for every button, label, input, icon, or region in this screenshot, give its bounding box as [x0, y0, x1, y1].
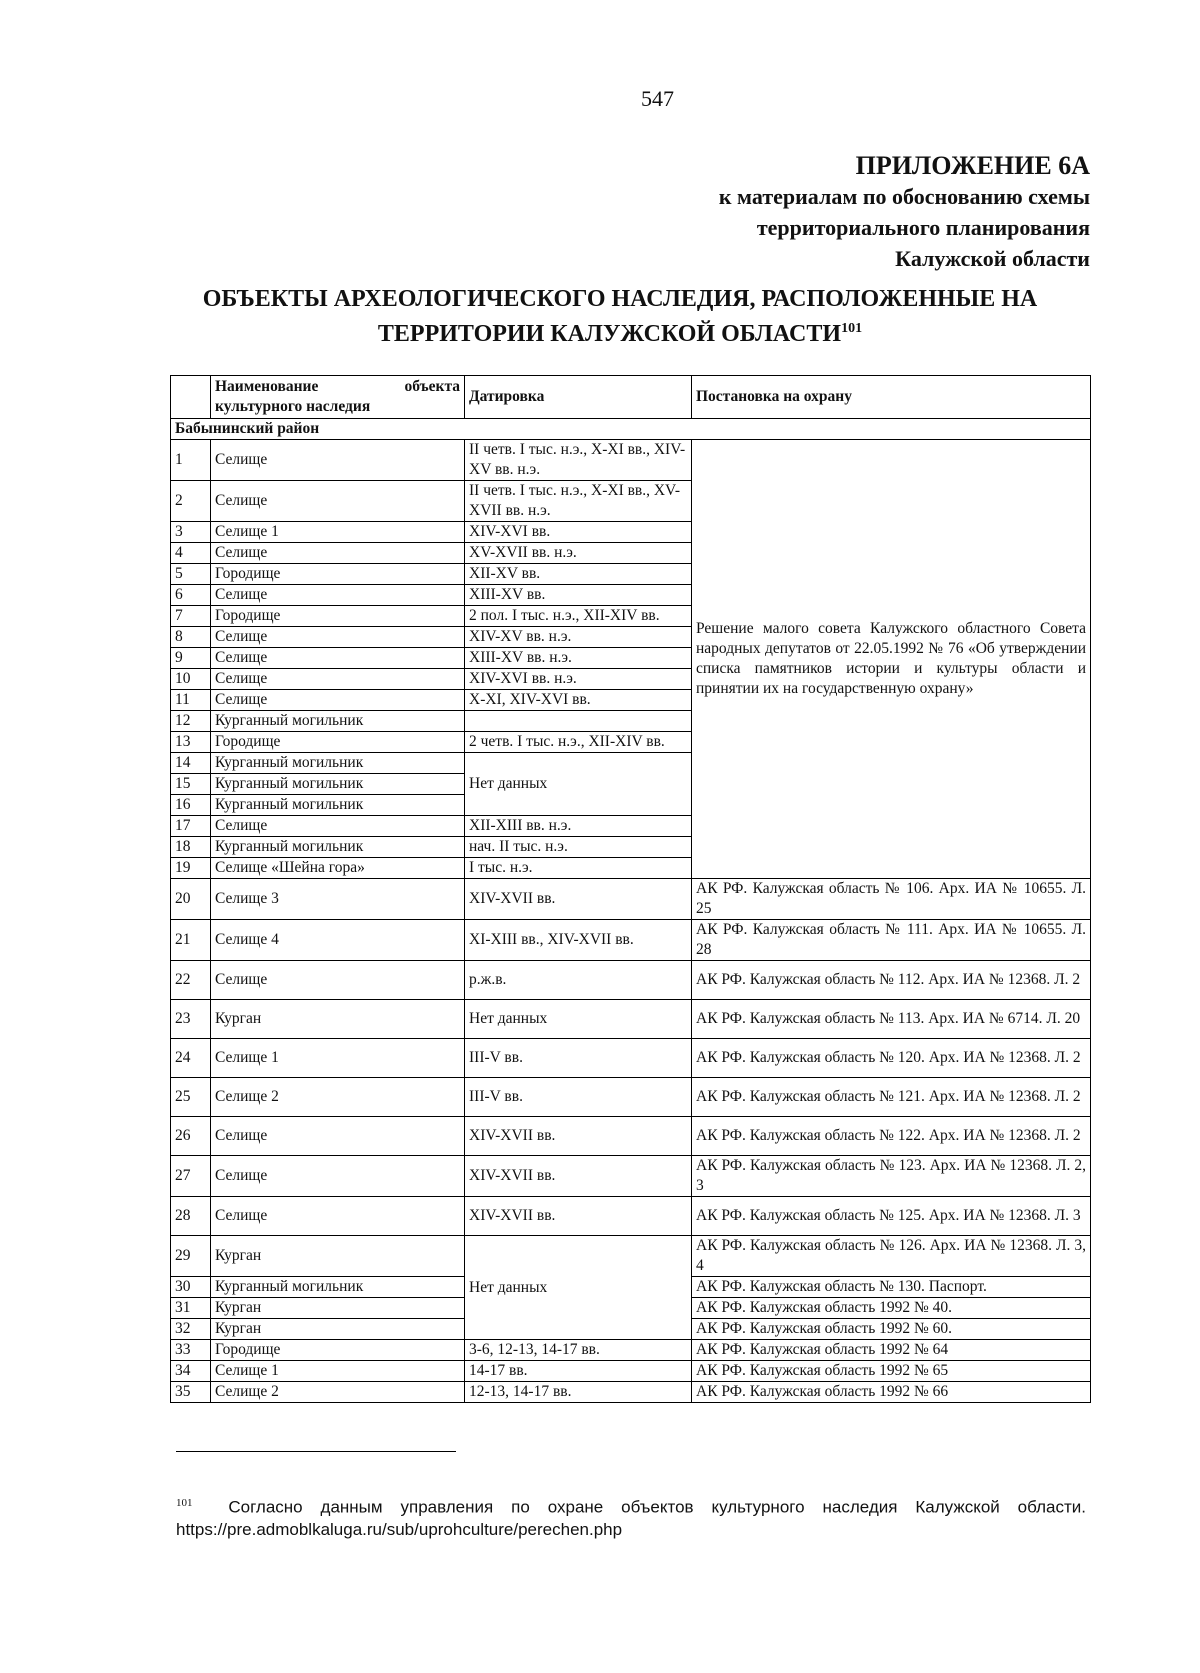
row-number: 5 [171, 564, 211, 585]
dating: 2 пол. I тыс. н.э., XII-XIV вв. [465, 606, 692, 627]
row-number: 21 [171, 920, 211, 961]
table-header-row [171, 376, 1091, 419]
dating: XII-XIII вв. н.э. [465, 816, 692, 837]
title-text: ТЕРРИТОРИИ КАЛУЖСКОЙ ОБЛАСТИ [377, 321, 842, 347]
row-number: 8 [171, 627, 211, 648]
protection-decision: Решение малого совета Калужского областного Совета народных депутатов от 22.05.1992 № 76 «Об утверждении списка памятников истории и культуры области и принятии их на государственную охрану» [692, 440, 1091, 879]
dating: XV-XVII вв. н.э. [465, 543, 692, 564]
dating: 3-6, 12-13, 14-17 вв. [465, 1340, 692, 1361]
dating: XIV-XV вв. н.э. [465, 627, 692, 648]
row-number: 25 [171, 1078, 211, 1117]
object-name: Селище 1 [211, 1361, 465, 1382]
row-number: 33 [171, 1340, 211, 1361]
row-number: 34 [171, 1361, 211, 1382]
row-number: 23 [171, 1000, 211, 1039]
object-name: Курганный могильник [211, 711, 465, 732]
row-number: 4 [171, 543, 211, 564]
dating: Нет данных [465, 1236, 692, 1340]
table-row [171, 1236, 1091, 1277]
object-name: Городище [211, 606, 465, 627]
protection-record: АК РФ. Калужская область № 112. Арх. ИА № 12368. Л. 2 [692, 961, 1091, 1000]
protection-record: АК РФ. Калужская область 1992 № 66 [692, 1382, 1091, 1403]
object-name: Селище [211, 627, 465, 648]
row-number: 15 [171, 774, 211, 795]
object-name: Курганный могильник [211, 753, 465, 774]
object-name: Селище [211, 543, 465, 564]
row-number: 18 [171, 837, 211, 858]
row-number: 32 [171, 1319, 211, 1340]
object-name: Селище [211, 690, 465, 711]
object-name: Селище 2 [211, 1382, 465, 1403]
table-row [171, 1078, 1091, 1117]
dating: II четв. I тыс. н.э., X-XI вв., XIV-XV вв. н.э. [465, 440, 692, 481]
protection-record: АК РФ. Калужская область № 123. Арх. ИА № 12368. Л. 2, 3 [692, 1156, 1091, 1197]
object-name: Курган [211, 1236, 465, 1277]
object-name: Селище [211, 481, 465, 522]
object-name: Городище [211, 732, 465, 753]
object-name: Селище [211, 1117, 465, 1156]
heritage-table [170, 375, 1091, 1403]
dating: XIV-XVII вв. [465, 879, 692, 920]
object-name: Селище [211, 648, 465, 669]
table-row [171, 1039, 1091, 1078]
row-number: 17 [171, 816, 211, 837]
row-number: 35 [171, 1382, 211, 1403]
table-row [171, 1197, 1091, 1236]
row-number: 27 [171, 1156, 211, 1197]
object-name: Селище [211, 961, 465, 1000]
dating: Нет данных [465, 1000, 692, 1039]
row-number: 16 [171, 795, 211, 816]
header-name [211, 376, 465, 419]
dating: XIII-XV вв. н.э. [465, 648, 692, 669]
row-number: 26 [171, 1117, 211, 1156]
row-number: 9 [171, 648, 211, 669]
protection-record: АК РФ. Калужская область № 106. Арх. ИА № 10655. Л. 25 [692, 879, 1091, 920]
table-row [171, 1117, 1091, 1156]
protection-record: АК РФ. Калужская область 1992 № 65 [692, 1361, 1091, 1382]
protection-record: АК РФ. Калужская область 1992 № 60. [692, 1319, 1091, 1340]
row-number: 13 [171, 732, 211, 753]
object-name: Курганный могильник [211, 837, 465, 858]
dating: X-XI, XIV-XVI вв. [465, 690, 692, 711]
protection-record: АК РФ. Калужская область 1992 № 40. [692, 1298, 1091, 1319]
header-name-part: Наименование [215, 378, 319, 395]
dating: нач. II тыс. н.э. [465, 837, 692, 858]
object-name: Курган [211, 1319, 465, 1340]
appendix-title: ПРИЛОЖЕНИЕ 6А [855, 151, 1090, 180]
table-row [171, 1361, 1091, 1382]
dating: 2 четв. I тыс. н.э., XII-XIV вв. [465, 732, 692, 753]
object-name: Селище «Шейна гора» [211, 858, 465, 879]
row-number: 1 [171, 440, 211, 481]
table-row [171, 920, 1091, 961]
object-name: Курганный могильник [211, 1277, 465, 1298]
page-number: 547 [641, 86, 674, 111]
dating: р.ж.в. [465, 961, 692, 1000]
title-line: ОБЪЕКТЫ АРХЕОЛОГИЧЕСКОГО НАСЛЕДИЯ, РАСПОЛОЖЕННЫЕ НА [202, 286, 1038, 312]
protection-record: АК РФ. Калужская область 1992 № 64 [692, 1340, 1091, 1361]
row-number: 29 [171, 1236, 211, 1277]
table-row [171, 440, 1091, 481]
dating: XII-XV вв. [465, 564, 692, 585]
object-name: Селище 1 [211, 522, 465, 543]
dating: Нет данных [465, 753, 692, 816]
row-number: 19 [171, 858, 211, 879]
object-name: Селище 1 [211, 1039, 465, 1078]
dating: XIII-XV вв. [465, 585, 692, 606]
header-name-part: объекта [404, 378, 460, 395]
footnote-text: Согласно данным управления по охране объектов культурного наследия Калужской области. https://pre.admoblkaluga.ru/sub/uprohculture/perechen.php [176, 1497, 1086, 1539]
dating: 12-13, 14-17 вв. [465, 1382, 692, 1403]
header-protection: Постановка на охрану [692, 376, 1091, 419]
dating: III-V вв. [465, 1039, 692, 1078]
row-number: 22 [171, 961, 211, 1000]
row-number: 6 [171, 585, 211, 606]
title-line-2 [150, 314, 1090, 349]
appendix-subtitle-line: территориального планирования [756, 215, 1090, 240]
header-date: Датировка [465, 376, 692, 419]
object-name: Городище [211, 564, 465, 585]
table-body [171, 419, 1091, 1403]
dating: XIV-XVII вв. [465, 1117, 692, 1156]
appendix-heading [719, 150, 1090, 274]
protection-record: АК РФ. Калужская область № 121. Арх. ИА № 12368. Л. 2 [692, 1078, 1091, 1117]
district-name: Бабынинский район [171, 419, 1091, 440]
protection-record: АК РФ. Калужская область № 126. Арх. ИА № 12368. Л. 3, 4 [692, 1236, 1091, 1277]
dating: I тыс. н.э. [465, 858, 692, 879]
protection-record: АК РФ. Калужская область № 111. Арх. ИА № 10655. Л. 28 [692, 920, 1091, 961]
object-name: Селище [211, 816, 465, 837]
protection-record: АК РФ. Калужская область № 130. Паспорт. [692, 1277, 1091, 1298]
row-number: 14 [171, 753, 211, 774]
protection-record: АК РФ. Калужская область № 122. Арх. ИА № 12368. Л. 2 [692, 1117, 1091, 1156]
row-number: 7 [171, 606, 211, 627]
protection-record: АК РФ. Калужская область № 113. Арх. ИА № 6714. Л. 20 [692, 1000, 1091, 1039]
object-name: Курганный могильник [211, 774, 465, 795]
dating: II четв. I тыс. н.э., X-XI вв., XV-XVII вв. н.э. [465, 481, 692, 522]
row-number: 2 [171, 481, 211, 522]
object-name: Курган [211, 1298, 465, 1319]
row-number: 28 [171, 1197, 211, 1236]
object-name: Курган [211, 1000, 465, 1039]
table-row [171, 961, 1091, 1000]
appendix-subtitle-line: к материалам по обоснованию схемы [718, 184, 1090, 209]
appendix-subtitle-line: Калужской области [895, 246, 1090, 271]
table-row [171, 1382, 1091, 1403]
object-name: Курганный могильник [211, 795, 465, 816]
object-name: Городище [211, 1340, 465, 1361]
object-name: Селище [211, 440, 465, 481]
row-number: 31 [171, 1298, 211, 1319]
footnote-divider [176, 1451, 456, 1452]
protection-record: АК РФ. Калужская область № 125. Арх. ИА № 12368. Л. 3 [692, 1197, 1091, 1236]
dating: 14-17 вв. [465, 1361, 692, 1382]
header-name-part: культурного наследия [215, 398, 371, 415]
table-row [171, 1340, 1091, 1361]
row-number: 10 [171, 669, 211, 690]
footnote-number: 101 [176, 1497, 193, 1509]
district-row [171, 419, 1091, 440]
object-name: Селище 3 [211, 879, 465, 920]
dating: XIV-XVII вв. [465, 1156, 692, 1197]
row-number: 20 [171, 879, 211, 920]
dating [465, 711, 692, 732]
object-name: Селище [211, 669, 465, 690]
table-row [171, 1000, 1091, 1039]
header-number [171, 376, 211, 419]
dating: III-V вв. [465, 1078, 692, 1117]
footnote-reference[interactable]: 101 [841, 321, 863, 336]
object-name: Селище [211, 585, 465, 606]
dating: XIV-XVI вв. н.э. [465, 669, 692, 690]
row-number: 30 [171, 1277, 211, 1298]
row-number: 12 [171, 711, 211, 732]
document-title [150, 284, 1090, 349]
dating: XIV-XVI вв. [465, 522, 692, 543]
dating: XIV-XVII вв. [465, 1197, 692, 1236]
object-name: Селище 4 [211, 920, 465, 961]
footnote [176, 1492, 1086, 1541]
dating: XI-XIII вв., XIV-XVII вв. [465, 920, 692, 961]
object-name: Селище [211, 1197, 465, 1236]
row-number: 11 [171, 690, 211, 711]
table-row [171, 879, 1091, 920]
row-number: 24 [171, 1039, 211, 1078]
object-name: Селище [211, 1156, 465, 1197]
protection-record: АК РФ. Калужская область № 120. Арх. ИА № 12368. Л. 2 [692, 1039, 1091, 1078]
table-row [171, 1156, 1091, 1197]
row-number: 3 [171, 522, 211, 543]
object-name: Селище 2 [211, 1078, 465, 1117]
